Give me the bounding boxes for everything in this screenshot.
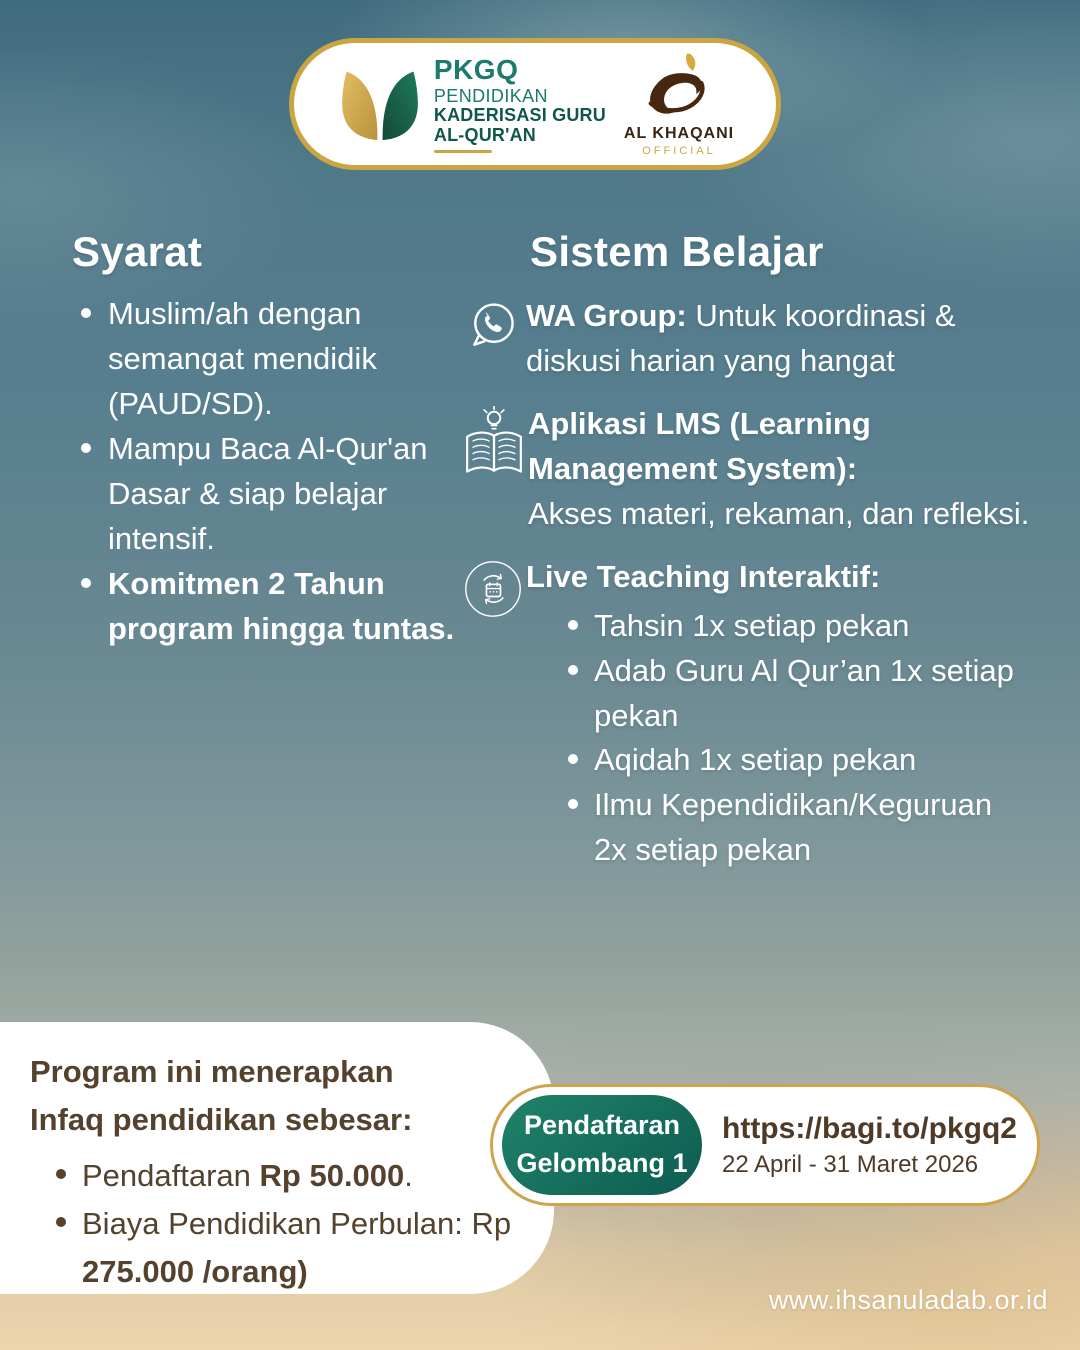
syarat-item: Mampu Baca Al-Qur'an Dasar & siap belajar intensif. bbox=[72, 427, 470, 562]
gold-underline-decoration bbox=[434, 150, 492, 153]
syarat-item: Muslim/ah dengan semangat mendidik (PAUD/SD). bbox=[72, 292, 470, 427]
syarat-section bbox=[72, 228, 470, 652]
wa-group-row bbox=[460, 294, 1032, 384]
al-khaqani-calligraphy-icon bbox=[636, 52, 722, 124]
live-teaching-item: Adab Guru Al Qur’an 1x setiap pekan bbox=[560, 649, 1032, 739]
registration-period: 22 April - 31 Maret 2026 bbox=[722, 1150, 979, 1178]
pkgq-acronym: PKGQ bbox=[433, 53, 519, 85]
wa-group-label: WA Group: bbox=[526, 298, 687, 333]
infaq-item: Biaya Pendidikan Perbulan: Rp 275.000 /orang) bbox=[46, 1200, 540, 1296]
infaq-item: Pendaftaran Rp 50.000. bbox=[46, 1152, 540, 1200]
sync-calendar-icon bbox=[460, 555, 526, 619]
live-teaching-item: Tahsin 1x setiap pekan bbox=[560, 604, 1032, 649]
live-teaching-item: Ilmu Kependidikan/Keguruan 2x setiap pekan bbox=[560, 783, 1032, 873]
lms-text: Akses materi, rekaman, dan refleksi. bbox=[528, 495, 1030, 531]
live-teaching-row bbox=[460, 555, 1032, 874]
registration-wave-badge: Pendaftaran Gelombang 1 bbox=[502, 1095, 702, 1195]
whatsapp-icon bbox=[460, 294, 526, 354]
lms-label: Aplikasi LMS (Learning Management System): bbox=[528, 405, 871, 486]
al-khaqani-logo-block bbox=[624, 52, 734, 157]
sistem-belajar-title: Sistem Belajar bbox=[530, 228, 824, 275]
partner-name: AL KHAQANI bbox=[623, 124, 735, 142]
pkgq-line2: KADERISASI GURU bbox=[433, 105, 606, 126]
live-teaching-item: Aqidah 1x setiap pekan bbox=[560, 738, 1032, 783]
partner-subtitle: OFFICIAL bbox=[642, 144, 716, 157]
wa-group-text: Untuk koordinasi & diskusi harian yang hangat bbox=[526, 298, 956, 378]
lms-row bbox=[460, 402, 1032, 537]
pkgq-logo-block bbox=[336, 55, 606, 154]
pkgq-line1: PENDIDIKAN bbox=[433, 85, 548, 106]
sistem-belajar-section bbox=[460, 228, 1032, 891]
website-url-link[interactable]: www.ihsanuladab.or.id bbox=[768, 1285, 1048, 1315]
pkgq-line3: AL-QUR'AN bbox=[433, 124, 536, 145]
header-logo-badge bbox=[289, 38, 781, 170]
live-teaching-label: Live Teaching Interaktif: bbox=[526, 558, 881, 594]
syarat-title: Syarat bbox=[72, 228, 203, 275]
registration-url-link[interactable]: https://bagi.to/pkgq2 bbox=[722, 1111, 1017, 1145]
syarat-item: Komitmen 2 Tahun program hingga tuntas. bbox=[72, 562, 470, 652]
registration-pill bbox=[490, 1084, 1040, 1206]
pkgq-book-logo-icon bbox=[336, 64, 424, 144]
infaq-panel bbox=[0, 1022, 554, 1294]
open-book-lightbulb-icon bbox=[460, 402, 528, 480]
infaq-heading: Program ini menerapkan Infaq pendidikan sebesar: bbox=[30, 1054, 413, 1138]
